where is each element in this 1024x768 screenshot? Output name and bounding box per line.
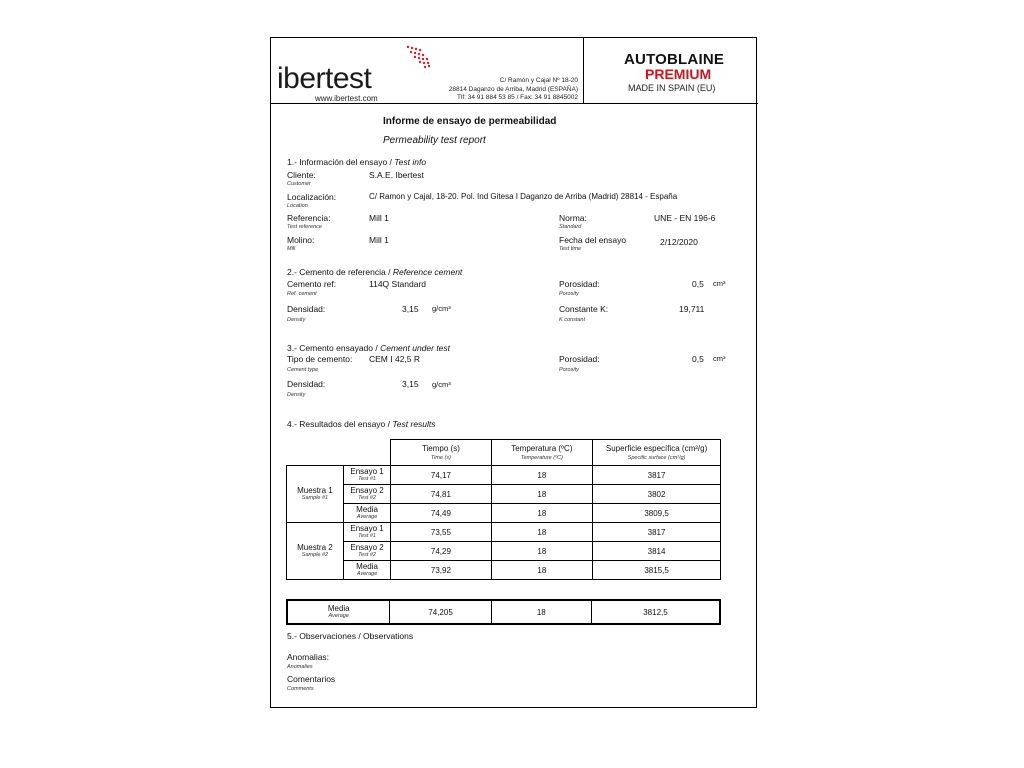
fecha-sublabel: Test time bbox=[559, 246, 582, 252]
porosidad-test-value: 0,5 bbox=[692, 354, 704, 364]
cemento-ref-label: Cemento ref: bbox=[287, 279, 337, 289]
ibertest-dots-logo-icon bbox=[406, 45, 436, 69]
section-2-heading: 2.- Cemento de referencia / Reference cement bbox=[287, 267, 463, 277]
tiempo-cell: 73,92 bbox=[391, 561, 491, 580]
overall-tiempo-cell: 74,205 bbox=[390, 600, 491, 624]
temperatura-cell: 18 bbox=[491, 504, 593, 523]
temperatura-cell: 18 bbox=[491, 561, 593, 580]
porosidad-ref-value: 0,5 bbox=[692, 279, 704, 289]
table-row bbox=[287, 542, 721, 561]
section-1-heading: 1.- Información del ensayo / Test info bbox=[287, 157, 427, 167]
superficie-cell: 3814 bbox=[593, 542, 721, 561]
tiempo-cell: 73,55 bbox=[391, 523, 491, 542]
porosidad-test-sublabel: Porosity bbox=[559, 367, 579, 373]
norma-sublabel: Standard bbox=[559, 224, 582, 230]
col-tiempo-header: Tiempo (s) Time (s) bbox=[391, 440, 491, 466]
company-website: www.ibertest.com bbox=[315, 94, 378, 103]
overall-average-table bbox=[286, 599, 721, 625]
results-header-row bbox=[287, 440, 721, 466]
temperatura-cell: 18 bbox=[491, 542, 593, 561]
tiempo-cell: 74,81 bbox=[391, 485, 491, 504]
densidad-test-sublabel: Density bbox=[287, 392, 306, 398]
company-address: C/ Ramón y Cajal Nº 18-20 28814 Daganzo de Arriba, Madrid (ESPAÑA) Tlf: 34 91 884 53 85 / Fax: 34 91 8845002 bbox=[448, 77, 578, 101]
constante-k-sublabel: K constant bbox=[559, 317, 585, 323]
densidad-ref-sublabel: Density bbox=[287, 317, 306, 323]
average-label: Media Average bbox=[343, 504, 390, 523]
norma-label: Norma: bbox=[559, 213, 587, 223]
cemento-ref-sublabel: Ref. cement bbox=[287, 291, 317, 297]
fecha-label: Fecha del ensayo bbox=[559, 235, 627, 245]
tipo-cemento-label: Tipo de cemento: bbox=[287, 354, 353, 364]
table-row bbox=[287, 504, 721, 523]
cliente-label: Cliente: bbox=[287, 170, 316, 180]
overall-superficie-cell: 3812,5 bbox=[591, 600, 720, 624]
overall-temperatura-cell: 18 bbox=[491, 600, 591, 624]
overall-average-row bbox=[287, 600, 720, 624]
referencia-sublabel: Test reference bbox=[287, 224, 322, 230]
cemento-ref-value: 114Q Standard bbox=[369, 279, 427, 289]
report-title: Informe de ensayo de permeabilidad bbox=[383, 116, 557, 127]
tipo-cemento-sublabel: Cement type bbox=[287, 367, 319, 373]
header-divider-vertical bbox=[583, 38, 584, 103]
porosidad-ref-sublabel: Porosity bbox=[559, 291, 579, 297]
tiempo-cell: 74,17 bbox=[391, 466, 491, 485]
fecha-value: 2/12/2020 bbox=[660, 237, 698, 247]
tiempo-cell: 74,29 bbox=[391, 542, 491, 561]
table-row bbox=[287, 561, 721, 580]
porosidad-ref-unit: cm³ bbox=[713, 279, 726, 288]
superficie-cell: 3809,5 bbox=[593, 504, 721, 523]
referencia-label: Referencia: bbox=[287, 213, 331, 223]
brand-origin: MADE IN SPAIN (EU) bbox=[628, 83, 716, 93]
col-superficie-header: Superficie específica (cm²/g) Specific surface (cm²/g) bbox=[593, 440, 721, 466]
norma-value: UNE - EN 196-6 bbox=[654, 213, 716, 223]
overall-average-label: Media Average bbox=[287, 600, 390, 624]
porosidad-test-unit: cm³ bbox=[713, 354, 726, 363]
molino-label: Molino: bbox=[287, 235, 315, 245]
header-divider-horizontal bbox=[271, 103, 758, 104]
comentarios-sublabel: Comments bbox=[287, 686, 314, 692]
superficie-cell: 3817 bbox=[593, 466, 721, 485]
densidad-ref-value: 3,15 bbox=[402, 304, 419, 314]
table-row bbox=[287, 485, 721, 504]
temperatura-cell: 18 bbox=[491, 485, 593, 504]
brand-name: AUTOBLAINE bbox=[624, 51, 725, 68]
porosidad-ref-label: Porosidad: bbox=[559, 279, 600, 289]
localizacion-sublabel: Location bbox=[287, 203, 308, 209]
section-3-heading: 3.- Cemento ensayado / Cement under test bbox=[287, 343, 451, 353]
porosidad-test-label: Porosidad: bbox=[559, 354, 600, 364]
col-temperatura-header: Temperatura (ºC) Temperature (ºC) bbox=[491, 440, 593, 466]
tipo-cemento-value: CEM I 42,5 R bbox=[369, 354, 421, 364]
superficie-cell: 3817 bbox=[593, 523, 721, 542]
report-subtitle: Permeability test report bbox=[383, 135, 486, 146]
section-5-heading: 5.- Observaciones / Observations bbox=[287, 631, 414, 641]
table-row bbox=[287, 466, 721, 485]
results-table bbox=[286, 439, 721, 580]
average-label: Media Average bbox=[343, 561, 390, 580]
cliente-sublabel: Customer bbox=[287, 181, 311, 187]
anomalias-sublabel: Anomalies bbox=[287, 664, 313, 670]
cliente-value: S.A.E. Ibertest bbox=[369, 170, 424, 180]
molino-value: Mill 1 bbox=[369, 235, 389, 245]
test-label: Ensayo 2 Test #2 bbox=[343, 485, 390, 504]
brand-premium: PREMIUM bbox=[645, 66, 712, 82]
test-label: Ensayo 1 Test #1 bbox=[343, 523, 390, 542]
anomalias-label: Anomalias: bbox=[287, 652, 330, 662]
localizacion-label: Localización: bbox=[287, 192, 337, 202]
section-4-heading: 4.- Resultados del ensayo / Test results bbox=[287, 419, 436, 429]
comentarios-label: Comentarios bbox=[287, 674, 336, 684]
table-row bbox=[287, 523, 721, 542]
referencia-value: Mill 1 bbox=[369, 213, 389, 223]
superficie-cell: 3802 bbox=[593, 485, 721, 504]
test-label: Ensayo 2 Test #2 bbox=[343, 542, 390, 561]
sample-1-label: Muestra 1 Sample #1 bbox=[287, 466, 344, 523]
sample-2-label: Muestra 2 Sample #2 bbox=[287, 523, 344, 580]
constante-k-label: Constante K: bbox=[559, 304, 609, 314]
ibertest-logo: ibertest bbox=[277, 62, 372, 95]
temperatura-cell: 18 bbox=[491, 466, 593, 485]
report-page bbox=[270, 37, 757, 708]
molino-sublabel: Mill bbox=[287, 246, 296, 252]
densidad-ref-label: Densidad: bbox=[287, 304, 326, 314]
test-label: Ensayo 1 Test #1 bbox=[343, 466, 390, 485]
densidad-test-label: Densidad: bbox=[287, 379, 326, 389]
results-header-blank bbox=[287, 440, 391, 466]
densidad-test-value: 3,15 bbox=[402, 379, 419, 389]
localizacion-value: C/ Ramon y Cajal, 18-20. Pol. Ind Gitesa I Daganzo de Arriba (Madrid) 28814 - España bbox=[369, 192, 678, 201]
densidad-ref-unit: g/cm³ bbox=[432, 304, 451, 313]
superficie-cell: 3815,5 bbox=[593, 561, 721, 580]
densidad-test-unit: g/cm³ bbox=[432, 380, 451, 389]
tiempo-cell: 74,49 bbox=[391, 504, 491, 523]
temperatura-cell: 18 bbox=[491, 523, 593, 542]
constante-k-value: 19,711 bbox=[679, 304, 705, 314]
